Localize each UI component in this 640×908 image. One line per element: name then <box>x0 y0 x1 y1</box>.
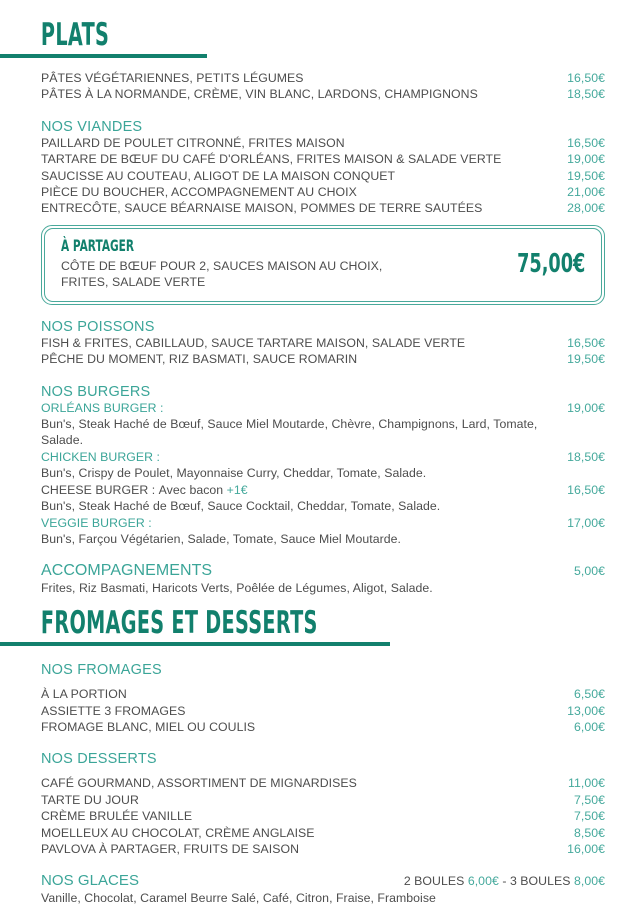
burger-price: 17,00€ <box>567 515 605 530</box>
glaces-price-1: 6,00€ <box>467 874 499 889</box>
menu-item-row <box>41 792 605 808</box>
menu-item-price: 16,50€ <box>567 135 605 150</box>
menu-item-row <box>41 335 605 351</box>
menu-item-row <box>41 351 605 367</box>
glaces-prefix-1: 2 BOULES <box>403 874 465 889</box>
menu-item-price: 16,50€ <box>567 335 605 350</box>
group-nos-burgers <box>0 400 640 548</box>
glaces-description: Vanille, Chocolat, Caramel Beurre Salé, Café, Citron, Fraise, Framboise <box>41 890 436 905</box>
group-nos-viandes <box>0 135 640 217</box>
menu-item-price: 21,00€ <box>567 185 605 200</box>
menu-item-price: 7,50€ <box>573 792 605 807</box>
group-accompagnements <box>0 563 640 596</box>
burger-name: VEGGIE BURGER : <box>41 515 152 530</box>
burger-description: Bun's, Farçou Végétarien, Salade, Tomate, Sauce Miel Moutarde. <box>41 531 401 546</box>
group-nos-glaces <box>0 873 640 906</box>
section-title-plats-rule <box>0 54 207 58</box>
menu-item-row <box>41 841 605 857</box>
group-nos-desserts <box>0 775 640 857</box>
menu-item-row <box>41 151 605 167</box>
burger-row <box>41 400 605 416</box>
menu-item-name: PÂTES À LA NORMANDE, CRÈME, VIN BLANC, LARDONS, CHAMPIGNONS <box>41 87 478 102</box>
menu-item-price: 19,50€ <box>567 168 605 183</box>
section-title-fromages-desserts-text: FROMAGES ET DESSERTS <box>40 605 318 642</box>
menu-item-row <box>41 719 605 735</box>
menu-item-price: 7,50€ <box>573 809 605 824</box>
group-heading-nos-fromages: NOS FROMAGES <box>41 662 162 679</box>
menu-item-name: ASSIETTE 3 FROMAGES <box>41 703 186 718</box>
accompagnements-row <box>41 563 605 579</box>
menu-item-name: TARTE DU JOUR <box>41 792 139 807</box>
accompagnements-heading: ACCOMPAGNEMENTS <box>41 563 213 580</box>
group-heading-nos-poissons: NOS POISSONS <box>41 318 155 335</box>
menu-item-row <box>41 70 605 86</box>
menu-item-name: TARTARE DE BŒUF DU CAFÉ D'ORLÉANS, FRITES MAISON & SALADE VERTE <box>41 152 502 167</box>
menu-item-price: 16,50€ <box>567 71 605 85</box>
burger-description: Bun's, Steak Haché de Bœuf, Sauce Cocktail, Cheddar, Tomate, Salade. <box>41 499 441 514</box>
menu-item-row <box>41 168 605 184</box>
group-heading-nos-burgers: NOS BURGERS <box>41 383 151 400</box>
menu-item-row <box>41 135 605 151</box>
share-box-content <box>61 235 475 290</box>
burger-description: Bun's, Crispy de Poulet, Mayonnaise Curry, Cheddar, Tomate, Salade. <box>41 466 427 481</box>
burger-name: CHICKEN BURGER : <box>41 449 161 464</box>
menu-item-price: 19,00€ <box>567 152 605 167</box>
glaces-price-2: 8,00€ <box>573 874 605 889</box>
menu-item-name: PAVLOVA À PARTAGER, FRUITS DE SAISON <box>41 841 300 856</box>
menu-item-row <box>41 200 605 216</box>
group-nos-poissons <box>0 335 640 368</box>
menu-item-row <box>41 686 605 702</box>
menu-item-price: 8,50€ <box>573 825 605 840</box>
menu-item-name: ENTRECÔTE, SAUCE BÉARNAISE MAISON, POMMES DE TERRE SAUTÉES <box>41 201 483 216</box>
burger-extra-price: +1€ <box>226 482 248 497</box>
section-title-fromages-desserts-rule <box>0 642 390 646</box>
share-box <box>41 225 605 305</box>
menu-item-price: 6,50€ <box>573 687 605 702</box>
menu-item-name: PAILLARD DE POULET CITRONNÉ, FRITES MAISON <box>41 135 345 150</box>
share-box-description-line2: FRITES, SALADE VERTE <box>61 274 206 289</box>
group-heading-nos-desserts: NOS DESSERTS <box>41 751 157 768</box>
menu-item-row <box>41 775 605 791</box>
accompagnements-price: 5,00€ <box>573 564 605 579</box>
glaces-heading: NOS GLACES <box>41 873 140 890</box>
menu-item-name: CAFÉ GOURMAND, ASSORTIMENT DE MIGNARDISES <box>41 776 357 791</box>
menu-item-price: 28,00€ <box>567 201 605 216</box>
share-box-description-line1: CÔTE DE BŒUF POUR 2, SAUCES MAISON AU CHOIX, <box>61 258 383 273</box>
menu-item-price: 18,50€ <box>567 87 605 102</box>
section-title-plats-text: PLATS <box>40 17 110 53</box>
menu-item-name: PÊCHE DU MOMENT, RIZ BASMATI, SAUCE ROMARIN <box>41 352 358 367</box>
menu-item-name: PIÈCE DU BOUCHER, ACCOMPAGNEMENT AU CHOIX <box>41 185 357 200</box>
share-box-price: 75,00€ <box>516 248 585 279</box>
burger-price: 18,50€ <box>567 449 605 464</box>
menu-item-name: À LA PORTION <box>41 687 127 702</box>
burger-row <box>41 449 605 465</box>
menu-item-price: 16,00€ <box>567 841 605 856</box>
burger-description: Bun's, Steak Haché de Bœuf, Sauce Miel Moutarde, Chèvre, Champignons, Lard, Tomate, Salade. <box>41 417 538 448</box>
menu-item-price: 19,50€ <box>567 352 605 367</box>
menu-item-name: SAUCISSE AU COUTEAU, ALIGOT DE LA MAISON CONQUET <box>41 168 396 183</box>
group-nos-fromages <box>0 686 640 735</box>
burger-price: 16,50€ <box>567 482 605 497</box>
burger-row <box>41 482 605 498</box>
group-pates <box>0 70 640 103</box>
menu-item-name: MOELLEUX AU CHOCOLAT, CRÈME ANGLAISE <box>41 825 315 840</box>
accompagnements-description: Frites, Riz Basmati, Haricots Verts, Poêlée de Légumes, Aligot, Salade. <box>41 580 433 595</box>
menu-item-name: PÂTES VÉGÉTARIENNES, PETITS LÉGUMES <box>41 71 304 85</box>
menu-item-name: FROMAGE BLANC, MIEL OU COULIS <box>41 719 256 734</box>
glaces-row <box>41 873 605 889</box>
group-heading-nos-viandes: NOS VIANDES <box>41 118 143 135</box>
section-title-fromages-desserts <box>0 605 640 646</box>
burger-row <box>41 515 605 531</box>
menu-item-row <box>41 86 605 102</box>
glaces-separator: - 3 BOULES <box>502 874 571 889</box>
burger-name-group <box>41 482 248 498</box>
menu-item-row <box>41 703 605 719</box>
share-box-inner <box>44 228 602 302</box>
menu-item-price: 6,00€ <box>573 719 605 734</box>
section-title-plats <box>0 17 640 58</box>
share-box-title: À PARTAGER <box>61 235 135 255</box>
glaces-pricing <box>392 873 605 889</box>
burger-extra-label: Avec bacon <box>158 482 224 497</box>
menu-item-price: 11,00€ <box>568 776 605 791</box>
menu-item-name: FISH & FRITES, CABILLAUD, SAUCE TARTARE MAISON, SALADE VERTE <box>41 335 466 350</box>
menu-item-row <box>41 825 605 841</box>
burger-name: ORLÉANS BURGER : <box>41 400 164 415</box>
menu-item-name: CRÈME BRULÉE VANILLE <box>41 809 193 824</box>
burger-name: CHEESE BURGER : <box>41 482 156 497</box>
menu-item-price: 13,00€ <box>567 703 605 718</box>
burger-price: 19,00€ <box>567 400 605 415</box>
menu-item-row <box>41 808 605 824</box>
menu-item-row <box>41 184 605 200</box>
